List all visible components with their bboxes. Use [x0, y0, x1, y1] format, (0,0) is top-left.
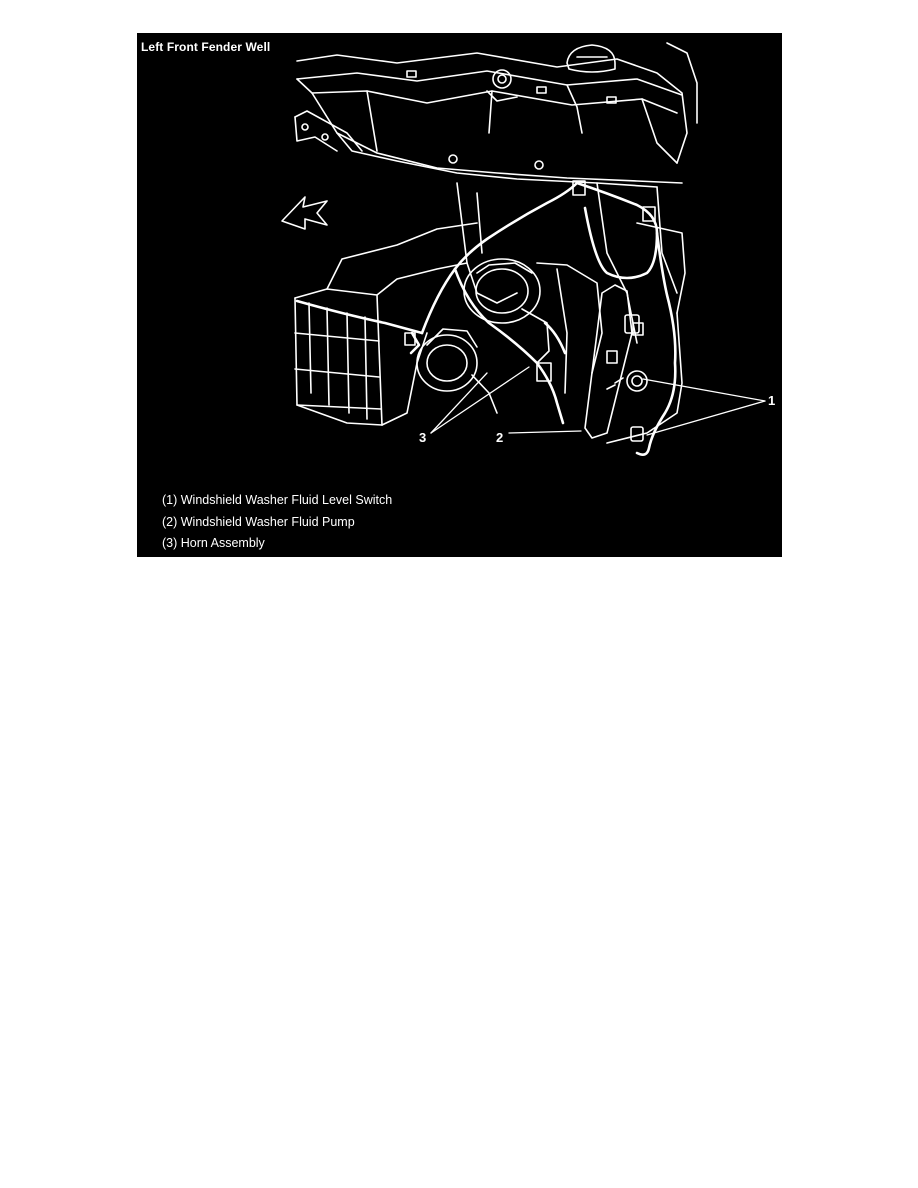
figure-title: Left Front Fender Well	[141, 40, 271, 54]
diagram-figure	[137, 33, 782, 557]
inner-fender	[457, 183, 685, 443]
legend-item-washer-pump: (2) Windshield Washer Fluid Pump	[162, 514, 355, 529]
callout-number-2: 2	[496, 430, 504, 445]
wiring-harness	[297, 183, 675, 455]
callout-number-3: 3	[419, 430, 427, 445]
fender-well-line-drawing	[137, 33, 782, 557]
callout-number-1: 1	[768, 393, 776, 408]
callout-leader-lines	[431, 367, 765, 435]
legend-item-horn-assembly: (3) Horn Assembly	[162, 536, 265, 550]
radiator-support	[297, 53, 687, 187]
legend	[162, 490, 392, 555]
legend-item-level-switch: (1) Windshield Washer Fluid Level Switch	[162, 493, 393, 507]
mounting-bracket	[295, 111, 362, 151]
front-direction-arrow	[282, 197, 327, 229]
